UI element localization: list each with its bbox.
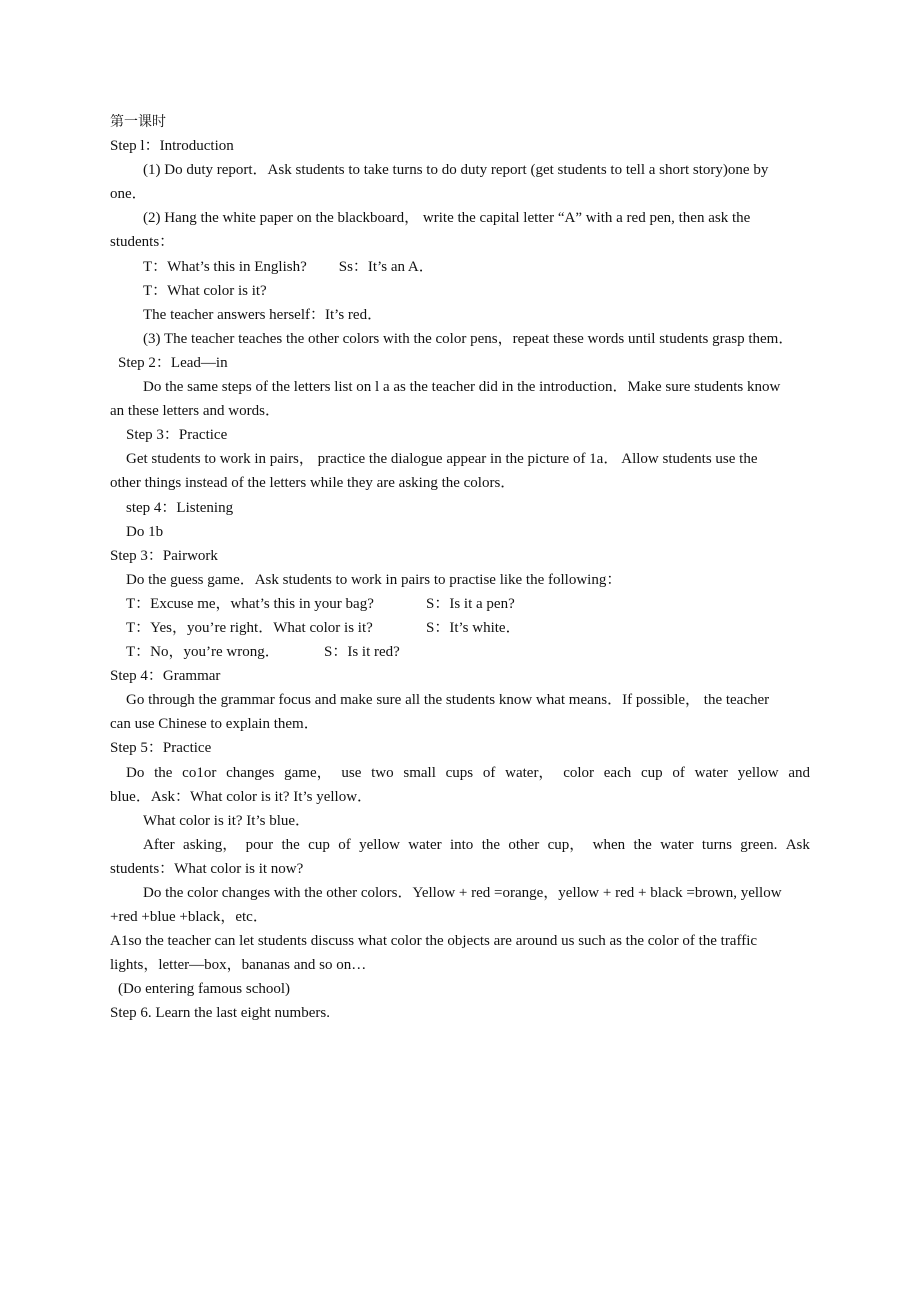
word: the <box>481 836 501 853</box>
step5-line9: lights，letter—box，bananas and so on… <box>110 957 367 974</box>
step6-heading: Step 6. Learn the last eight numbers. <box>110 1005 330 1022</box>
teacher-line: T：No，you’re wrong． <box>126 644 280 661</box>
step4-listening-line1: Do 1b <box>126 523 164 540</box>
step5-line7: +red +blue +black，etc． <box>110 909 268 926</box>
step2-line2: an these letters and words． <box>110 403 280 420</box>
word: each <box>603 764 632 781</box>
word: the <box>633 836 652 853</box>
student-line: S：Is it red? <box>324 644 400 661</box>
teacher-line: T：Yes，you’re right．What color is it? <box>126 619 373 636</box>
step2-heading: Step 2：Lead—in <box>118 354 228 371</box>
step1-item1-line1: (1) Do duty report．Ask students to take turns to do duty report (get students to tell a short story)one by <box>143 162 769 179</box>
step3-pairwork-heading: Step 3：Pairwork <box>110 547 218 564</box>
word: turns <box>701 836 732 853</box>
student-line: S：It’s white． <box>426 619 521 636</box>
word: use <box>341 764 362 781</box>
word: the <box>281 836 300 853</box>
step4-grammar-heading: Step 4：Grammar <box>110 668 221 685</box>
word: water， <box>505 764 554 781</box>
step3-practice-heading: Step 3：Practice <box>126 427 228 444</box>
step5-heading: Step 5：Practice <box>110 740 212 757</box>
word: cups <box>445 764 474 781</box>
word: into <box>449 836 474 853</box>
word: changes <box>226 764 275 781</box>
step4-listening-heading: step 4：Listening <box>126 499 234 516</box>
lesson-title: 第一课时 <box>110 114 166 130</box>
step1-item2-line2: students： <box>110 234 175 251</box>
step4-grammar-line1: Go through the grammar focus and make sure all the students know what means．If possible， the teacher <box>126 692 770 709</box>
word: small <box>403 764 436 781</box>
step5-line3: What color is it? It’s blue． <box>143 812 311 829</box>
step5-line1 <box>126 761 810 785</box>
step5-line6: Do the color changes with the other colors．Yellow + red =orange，yellow + red + black =brown, yellow <box>143 885 782 901</box>
step4-grammar-line2: can use Chinese to explain them． <box>110 716 319 733</box>
step5-line4-wrap <box>0 833 920 857</box>
step3-practice-line2: other things instead of the letters while they are asking the colors． <box>110 475 516 492</box>
word: yellow <box>359 836 400 853</box>
step1-item1-line2: one． <box>110 186 147 203</box>
word: co1or <box>182 764 217 781</box>
word: yellow <box>737 764 779 781</box>
word: green. <box>740 836 778 853</box>
step1-dialog-line1 <box>0 255 920 279</box>
word: cup <box>308 836 330 853</box>
word: After <box>143 836 175 853</box>
word: of <box>482 764 496 781</box>
word: cup <box>641 764 663 781</box>
teacher-line: T：Excuse me，what’s this in your bag? <box>126 595 374 612</box>
word: water <box>660 836 694 853</box>
step1-dialog-line2: T：What color is it? <box>143 282 267 299</box>
word: water <box>694 764 728 781</box>
pairwork-dialog-line2 <box>0 616 920 640</box>
word: pour <box>245 836 274 853</box>
word: color <box>563 764 595 781</box>
step5-line1-wrap <box>0 761 920 785</box>
word: game， <box>284 764 332 781</box>
word: water <box>408 836 442 853</box>
pairwork-dialog-line3 <box>0 640 920 664</box>
step1-teacher-answer: The teacher answers herself：It’s red． <box>143 306 383 323</box>
step2-line1: Do the same steps of the letters list on l a as the teacher did in the introduction．Make sure students know <box>143 379 781 396</box>
step1-item2-line1: (2) Hang the white paper on the blackboard， write the capital letter “A” with a red pen, then ask the <box>143 210 751 227</box>
step5-line10: (Do entering famous school) <box>118 981 291 998</box>
student-line: S：Is it a pen? <box>426 595 515 612</box>
step1-heading: Step l：Introduction <box>110 138 234 155</box>
word: and <box>788 764 810 781</box>
step5-line8: A1so the teacher can let students discuss what color the objects are around us such as the color of the traffic <box>110 933 758 950</box>
word: Do <box>126 764 145 781</box>
step5-line4 <box>143 833 810 857</box>
teacher-line: T：What’s this in English? <box>143 258 307 275</box>
word: the <box>154 764 173 781</box>
step1-item3: (3) The teacher teaches the other colors with the color pens，repeat these words until students grasp them． <box>143 330 794 347</box>
word: of <box>672 764 685 781</box>
step3-pairwork-line1: Do the guess game．Ask students to work in pairs to practise like the following： <box>126 571 622 588</box>
word: when <box>592 836 626 853</box>
word: asking， <box>183 836 238 853</box>
word: other <box>508 836 540 853</box>
word: cup， <box>547 836 585 853</box>
step5-line5: students：What color is it now? <box>110 860 304 877</box>
word: of <box>338 836 351 853</box>
word: Ask <box>785 836 810 853</box>
step5-line2: blue．Ask：What color is it? It’s yellow． <box>110 788 373 805</box>
lesson-plan-text <box>0 110 920 1026</box>
word: two <box>371 764 394 781</box>
students-line: Ss：It’s an A． <box>338 258 434 275</box>
pairwork-dialog-line1 <box>0 592 920 616</box>
step3-practice-line1: Get students to work in pairs， practice the dialogue appear in the picture of 1a． Allow students use the <box>126 451 758 468</box>
